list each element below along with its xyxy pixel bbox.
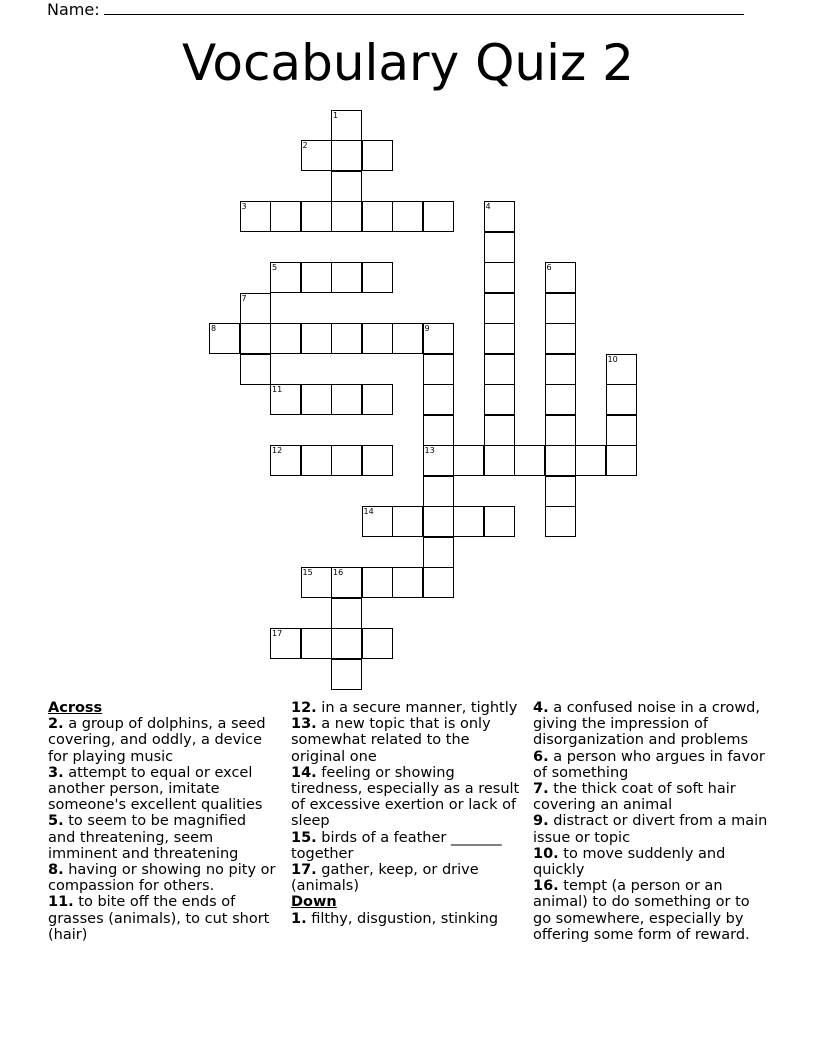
clue-text: birds of a feather _______ together <box>291 829 502 862</box>
grid-cell[interactable] <box>423 354 454 385</box>
grid-cell[interactable] <box>392 323 423 354</box>
clue-number: 13. <box>291 716 317 733</box>
grid-cell[interactable] <box>423 415 454 446</box>
grid-cell[interactable] <box>423 384 454 415</box>
cell-number: 6 <box>546 263 552 272</box>
clue-number: 7. <box>533 781 549 798</box>
clue-item <box>291 765 524 830</box>
clue-item <box>48 716 276 765</box>
grid-cell[interactable] <box>331 628 362 659</box>
grid-cell[interactable] <box>606 415 637 446</box>
cell-number: 14 <box>363 507 374 516</box>
grid-cell[interactable] <box>392 567 423 598</box>
grid-cell[interactable] <box>423 537 454 568</box>
clue-number: 11. <box>48 894 74 911</box>
clue-text: distract or divert from a main issue or topic <box>533 813 768 846</box>
grid-cell[interactable] <box>484 354 515 385</box>
clue-text: the thick coat of soft hair covering an animal <box>533 781 736 814</box>
grid-cell[interactable] <box>270 384 301 415</box>
clue-number: 3. <box>48 764 64 781</box>
grid-cell[interactable] <box>423 567 454 598</box>
clue-number: 5. <box>48 813 64 830</box>
cell-number: 10 <box>607 354 618 364</box>
grid-cell[interactable] <box>301 140 332 171</box>
clue-text: a confused noise in a crowd, giving the impression of disorganization and problems <box>533 700 760 749</box>
grid-cell[interactable] <box>484 323 515 354</box>
grid-cell[interactable] <box>575 445 606 476</box>
grid-cell[interactable] <box>453 445 484 476</box>
clue-item <box>291 862 524 894</box>
clues-column-2 <box>291 700 524 927</box>
grid-cell[interactable] <box>362 628 393 659</box>
clue-number: 6. <box>533 748 549 765</box>
cell-number: 3 <box>241 202 247 211</box>
clue-item <box>48 894 276 943</box>
clue-text: to move suddenly and quickly <box>533 845 726 879</box>
grid-cell[interactable] <box>362 140 393 171</box>
grid-cell[interactable] <box>545 354 576 385</box>
grid-cell[interactable] <box>453 506 484 537</box>
grid-cell[interactable] <box>331 598 362 629</box>
clue-number: 15. <box>291 829 317 846</box>
grid-cell[interactable] <box>545 293 576 324</box>
grid-cell[interactable] <box>301 628 332 659</box>
grid-cell[interactable] <box>331 323 362 354</box>
grid-cell[interactable] <box>514 445 545 476</box>
grid-cell[interactable] <box>545 384 576 415</box>
grid-cell[interactable] <box>484 232 515 263</box>
grid-cell[interactable] <box>362 262 393 293</box>
cell-number: 11 <box>272 385 283 394</box>
grid-cell[interactable] <box>240 323 271 354</box>
clue-number: 14. <box>291 764 317 781</box>
grid-cell[interactable] <box>484 445 515 476</box>
cell-number: 9 <box>424 324 430 333</box>
clue-item <box>291 830 524 862</box>
clue-number: 17. <box>291 862 317 879</box>
clues-column-1 <box>48 700 276 943</box>
grid-cell[interactable] <box>209 323 240 354</box>
clue-text: attempt to equal or excel another person, imitate someone's excellent qualities <box>48 764 263 814</box>
grid-cell[interactable] <box>301 262 332 293</box>
clue-item <box>533 700 769 749</box>
clue-number: 1. <box>291 910 307 927</box>
grid-cell[interactable] <box>545 445 576 476</box>
grid-cell[interactable] <box>484 384 515 415</box>
grid-cell[interactable] <box>606 384 637 415</box>
grid-cell[interactable] <box>545 506 576 537</box>
clue-item <box>291 700 524 716</box>
cell-number: 4 <box>485 202 491 211</box>
clue-item <box>533 813 769 845</box>
grid-cell[interactable] <box>331 171 362 202</box>
clue-item <box>533 846 769 878</box>
grid-cell[interactable] <box>240 293 271 324</box>
grid-cell[interactable] <box>331 140 362 171</box>
clue-item <box>533 878 769 943</box>
across-heading: Across <box>48 700 103 716</box>
grid-cell[interactable] <box>484 201 515 232</box>
down-heading: Down <box>291 894 337 911</box>
grid-cell[interactable] <box>301 323 332 354</box>
clue-text: to seem to be magnified and threatening, seem imminent and threatening <box>48 813 247 862</box>
clue-text: gather, keep, or drive (animals) <box>291 862 479 895</box>
grid-cell[interactable] <box>270 201 301 232</box>
grid-cell[interactable] <box>362 384 393 415</box>
clue-item <box>533 781 769 813</box>
clue-item <box>291 716 524 765</box>
grid-cell[interactable] <box>270 323 301 354</box>
grid-cell[interactable] <box>484 262 515 293</box>
grid-cell[interactable] <box>484 415 515 446</box>
cell-number: 17 <box>272 629 283 638</box>
grid-cell[interactable] <box>423 445 454 476</box>
grid-cell[interactable] <box>606 354 637 385</box>
grid-cell[interactable] <box>362 323 393 354</box>
grid-cell[interactable] <box>606 445 637 476</box>
clue-text: in a secure manner, tightly <box>316 700 518 716</box>
grid-cell[interactable] <box>362 201 393 232</box>
grid-cell[interactable] <box>392 506 423 537</box>
grid-cell[interactable] <box>545 476 576 507</box>
grid-cell[interactable] <box>240 354 271 385</box>
clue-number: 9. <box>533 813 549 830</box>
grid-cell[interactable] <box>423 201 454 232</box>
grid-cell[interactable] <box>331 567 362 598</box>
grid-cell[interactable] <box>301 201 332 232</box>
cell-number: 7 <box>241 293 247 303</box>
grid-cell[interactable] <box>270 445 301 476</box>
clue-text: tempt (a person or an animal) to do something or to go somewhere, especially by offering some form of reward. <box>533 878 750 943</box>
clue-number: 4. <box>533 700 549 716</box>
grid-cell[interactable] <box>362 506 393 537</box>
cell-number: 2 <box>302 141 308 150</box>
grid-cell[interactable] <box>423 323 454 354</box>
cell-number: 12 <box>272 446 283 455</box>
cell-number: 15 <box>302 568 313 577</box>
clue-number: 16. <box>533 878 559 895</box>
grid-cell[interactable] <box>270 628 301 659</box>
grid-cell[interactable] <box>423 506 454 537</box>
grid-cell[interactable] <box>423 476 454 507</box>
grid-cell[interactable] <box>484 506 515 537</box>
grid-cell[interactable] <box>331 384 362 415</box>
name-label: Name: <box>47 0 100 19</box>
clue-item <box>48 813 276 862</box>
clue-text: a group of dolphins, a seed covering, and oddly, a device for playing music <box>48 716 266 765</box>
clue-item <box>533 749 769 781</box>
clue-number: 10. <box>533 845 559 862</box>
clue-text: a person who argues in favor of something <box>533 748 765 781</box>
cell-number: 1 <box>333 110 339 120</box>
cell-number: 16 <box>333 568 344 577</box>
grid-cell[interactable] <box>301 384 332 415</box>
grid-cell[interactable] <box>331 262 362 293</box>
grid-cell[interactable] <box>362 445 393 476</box>
page-title: Vocabulary Quiz 2 <box>182 34 634 92</box>
clue-text: feeling or showing tiredness, especially as a result of excessive exertion or lack of sleep <box>291 764 520 830</box>
clue-item <box>48 765 276 814</box>
grid-cell[interactable] <box>545 323 576 354</box>
grid-cell[interactable] <box>331 659 362 690</box>
cell-number: 5 <box>272 263 278 272</box>
grid-cell[interactable] <box>545 415 576 446</box>
clue-item <box>48 862 276 894</box>
grid-cell[interactable] <box>301 445 332 476</box>
clue-text: a new topic that is only somewhat related to the original one <box>291 716 491 765</box>
clue-number: 2. <box>48 716 64 733</box>
clue-number: 8. <box>48 862 64 879</box>
cell-number: 8 <box>211 324 217 333</box>
grid-cell[interactable] <box>270 262 301 293</box>
grid-cell[interactable] <box>301 567 332 598</box>
clue-item <box>291 911 524 927</box>
clues-column-3 <box>533 700 769 943</box>
clue-text: filthy, disgustion, stinking <box>306 910 499 927</box>
clue-number: 12. <box>291 700 317 716</box>
grid-cell[interactable] <box>331 445 362 476</box>
grid-cell[interactable] <box>240 201 271 232</box>
clue-text: to bite off the ends of grasses (animals), to cut short (hair) <box>48 894 270 943</box>
grid-cell[interactable] <box>392 201 423 232</box>
grid-cell[interactable] <box>362 567 393 598</box>
cell-number: 13 <box>424 446 435 455</box>
grid-cell[interactable] <box>484 293 515 324</box>
grid-cell[interactable] <box>545 262 576 293</box>
grid-cell[interactable] <box>331 110 362 141</box>
clue-text: having or showing no pity or compassion for others. <box>48 862 276 895</box>
grid-cell[interactable] <box>331 201 362 232</box>
